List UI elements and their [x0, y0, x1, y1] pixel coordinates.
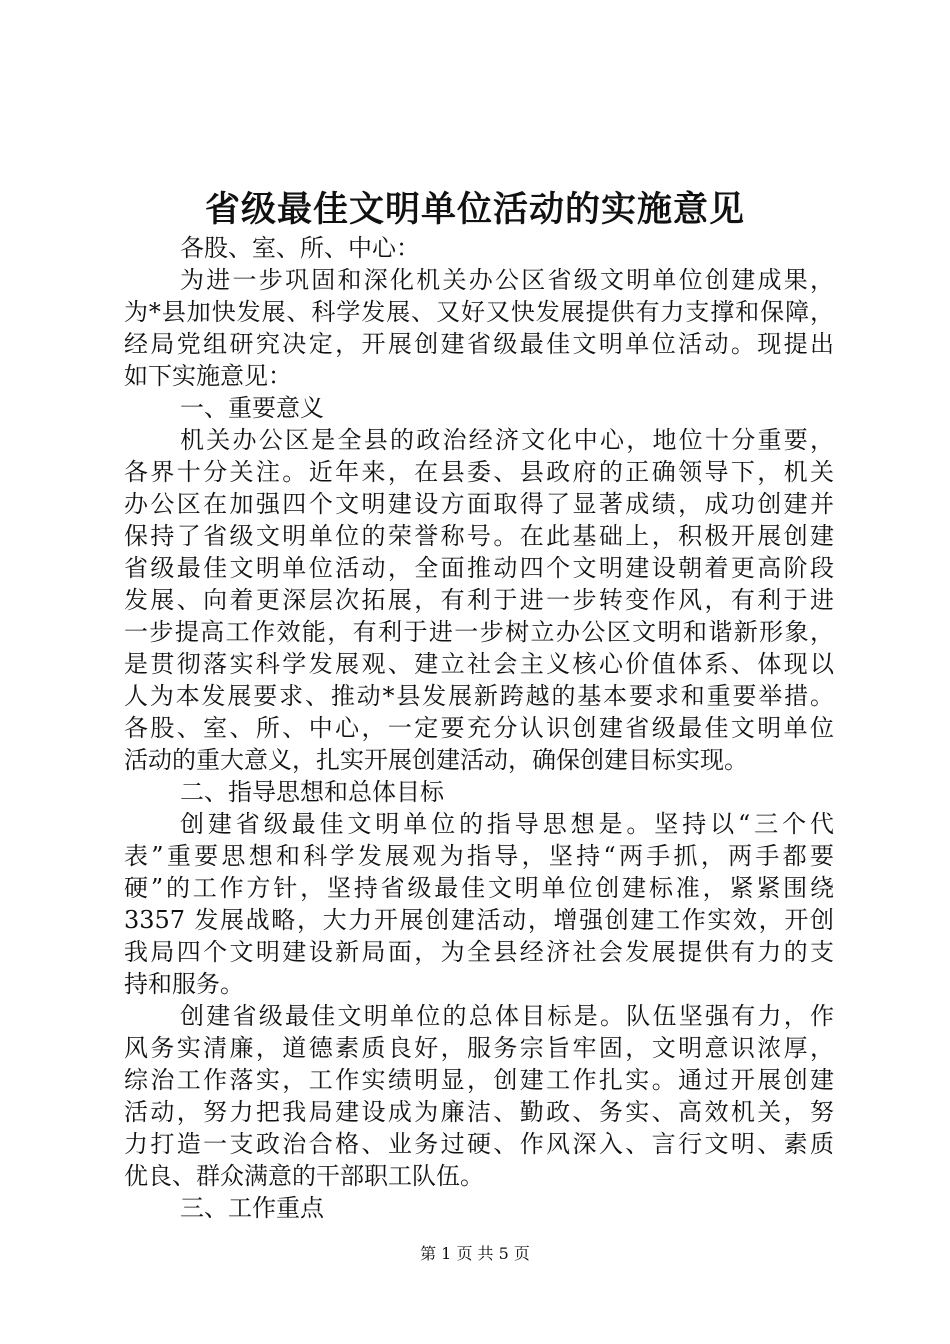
text-line: 活动的重大意义，扎实开展创建活动，确保创建目标实现。: [124, 746, 748, 774]
text-line: 各股、室、所、中心，一定要充分认识创建省级最佳文明单位: [124, 714, 834, 742]
text-line: 3357 发展战略，大力开展创建活动，增强创建工作实效，开创: [124, 906, 834, 934]
text-line: 如下实施意见：: [124, 362, 292, 390]
text-line: 省级最佳文明单位活动，全面推动四个文明建设朝着更高阶段: [124, 554, 834, 582]
text-line: 三、工作重点: [180, 1194, 324, 1222]
text-line: 创建省级最佳文明单位的指导思想是。坚持以“三个代: [180, 810, 834, 838]
text-line: 二、指导思想和总体目标: [180, 778, 444, 806]
text-line: 综治工作落实，工作实绩明显，创建工作扎实。通过开展创建: [124, 1066, 834, 1094]
text-line: 各股、室、所、中心：: [180, 234, 420, 262]
text-line: 表”重要思想和科学发展观为指导，坚持“两手抓，两手都要: [124, 842, 834, 870]
text-line: 硬”的工作方针，坚持省级最佳文明单位创建标准，紧紧围绕: [124, 874, 834, 902]
text-line: 优良、群众满意的干部职工队伍。: [124, 1162, 484, 1190]
document-body: [124, 232, 834, 1224]
text-line: 一步提高工作效能，有利于进一步树立办公区文明和谐新形象，: [124, 618, 834, 646]
document-title: 省级最佳文明单位活动的实施意见: [204, 189, 745, 230]
text-line: 持和服务。: [124, 970, 244, 998]
text-line: 是贯彻落实科学发展观、建立社会主义核心价值体系、体现以: [124, 650, 834, 678]
text-line: 创建省级最佳文明单位的总体目标是。队伍坚强有力，作: [180, 1002, 834, 1030]
text-line: 办公区在加强四个文明建设方面取得了显著成绩，成功创建并: [124, 490, 834, 518]
text-line: 一、重要意义: [180, 394, 324, 422]
text-line: 我局四个文明建设新局面，为全县经济社会发展提供有力的支: [124, 938, 834, 966]
text-line: 保持了省级文明单位的荣誉称号。在此基础上，积极开展创建: [124, 522, 834, 550]
text-line: 为*县加快发展、科学发展、又好又快发展提供有力支撑和保障，: [124, 298, 834, 326]
text-line: 为进一步巩固和深化机关办公区省级文明单位创建成果，: [180, 266, 834, 294]
text-line: 人为本发展要求、推动*县发展新跨越的基本要求和重要举措。: [124, 682, 834, 710]
text-line: 各界十分关注。近年来，在县委、县政府的正确领导下，机关: [124, 458, 834, 486]
text-line: 发展、向着更深层次拓展，有利于进一步转变作风，有利于进: [124, 586, 834, 614]
page-footer: 第 1 页 共 5 页: [420, 1244, 530, 1263]
text-line: 机关办公区是全县的政治经济文化中心，地位十分重要，: [180, 426, 834, 454]
text-line: 经局党组研究决定，开展创建省级最佳文明单位活动。现提出: [124, 330, 834, 358]
text-line: 风务实清廉，道德素质良好，服务宗旨牢固，文明意识浓厚，: [124, 1034, 834, 1062]
text-line: 活动，努力把我局建设成为廉洁、勤政、务实、高效机关，努: [124, 1098, 834, 1126]
text-line: 力打造一支政治合格、业务过硬、作风深入、言行文明、素质: [124, 1130, 834, 1158]
